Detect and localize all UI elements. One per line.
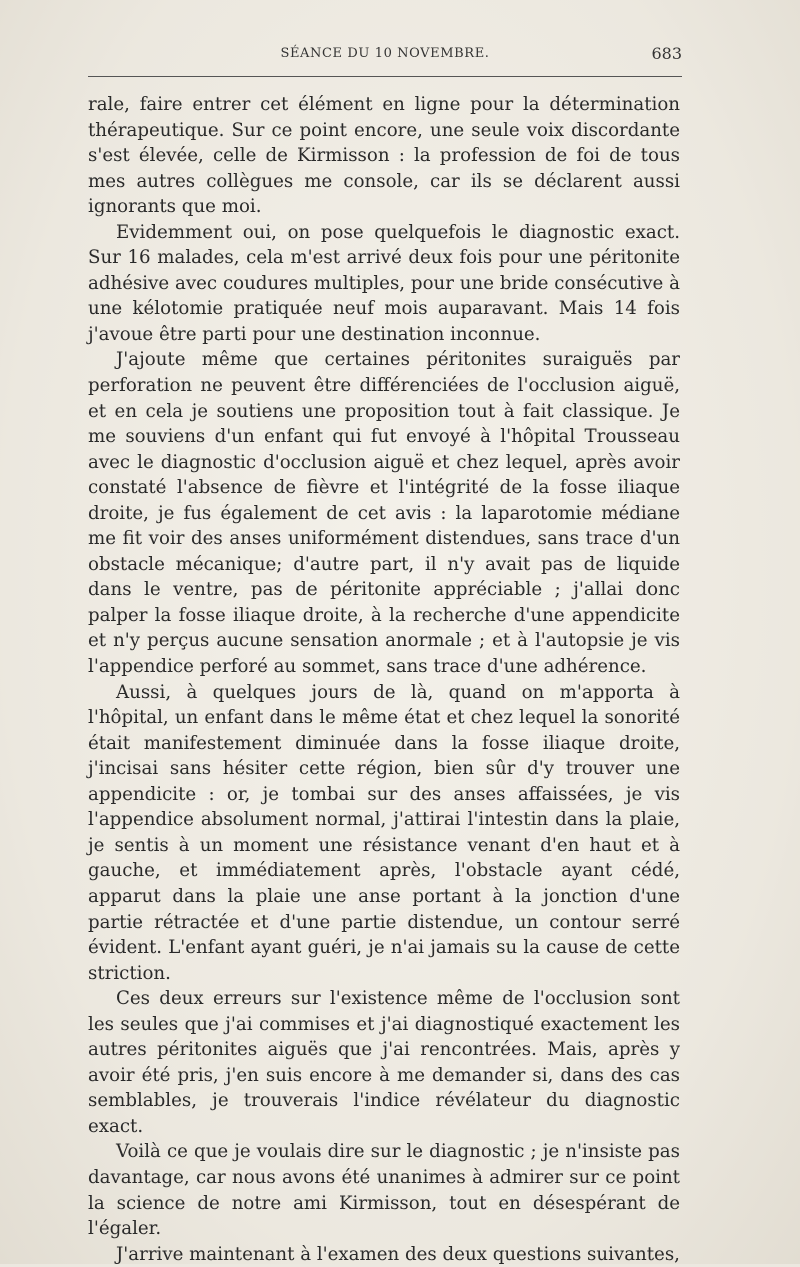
header-rule [88,76,682,77]
paragraph: J'ajoute même que certaines péritonites suraiguës par perforation ne peuvent être différenciées de l'occlusion aiguë, et en cela je soutiens une proposition tout à fait classique. Je me souviens d'un enfant qui fut envoyé à l'hôpital Trousseau avec le diagnostic d'occlusion aiguë et chez lequel, après avoir constaté l'absence de fièvre et l'intégrité de la fosse iliaque droite, je fus également de cet avis : la laparotomie médiane me fit voir des anses uniformément distendues, sans trace d'un obstacle mécanique; d'autre part, il n'y avait pas de liquide dans le ventre, pas de péritonite appréciable ; j'allai donc palper la fosse iliaque droite, à la recherche d'une appendicite et n'y perçus aucune sensation anormale ; et à l'autopsie je vis l'appendice perforé au sommet, sans trace d'une adhérence. [88,349,680,678]
paragraph: Ces deux erreurs sur l'existence même de l'occlusion sont les seules que j'ai commises et j'ai diagnostiqué exactement les autres péritonites aiguës que j'ai rencontrées. Mais, après y avoir été pris, j'en suis encore à me demander si, dans des cas semblables, je trouverais l'indice révélateur du diagnostic exact. [88,988,680,1137]
page-number: 683 [651,44,682,63]
paragraph-continuation: rale, faire entrer cet élément en ligne pour la détermination thérapeutique. Sur ce point encore, une seule voix discordante s'est élevée, celle de Kirmisson : la profession de foi de tous mes autres collègues me console, car ils se déclarent aussi ignorants que moi. [88,94,680,218]
running-title: SÉANCE DU 10 NOVEMBRE. [280,46,490,61]
running-head [88,46,682,70]
paragraph: Voilà ce que je voulais dire sur le diagnostic ; je n'insiste pas davantage, car nous avons été unanimes à admirer sur ce point la science de notre ami Kirmisson, tout en désespérant de l'égaler. [88,1141,680,1240]
body-text [88,92,680,1267]
paragraph: Evidemment oui, on pose quelquefois le diagnostic exact. Sur 16 malades, cela m'est arrivé deux fois pour une péritonite adhésive avec coudures multiples, pour une bride consécutive à une kélotomie pratiquée neuf mois auparavant. Mais 14 fois j'avoue être parti pour une destination inconnue. [88,221,680,345]
paragraph: J'arrive maintenant à l'examen des deux questions suivantes, [116,1243,680,1265]
paragraph: Aussi, à quelques jours de là, quand on m'apporta à l'hôpital, un enfant dans le même état et chez lequel la sonorité était manifestement diminuée dans la fosse iliaque droite, j'incisai sans hésiter cette région, bien sûr d'y trouver une appendicite : or, je tombai sur des anses affaissées, je vis l'appendice absolument normal, j'attirai l'intestin dans la plaie, je sentis à un moment une résistance venant d'en haut et à gauche, et immédiatement après, l'obstacle ayant cédé, apparut dans la plaie une anse portant à la jonction d'une partie rétractée et d'une partie distendue, un contour serré évident. L'enfant ayant guéri, je n'ai jamais su la cause de cette striction. [88,681,680,984]
